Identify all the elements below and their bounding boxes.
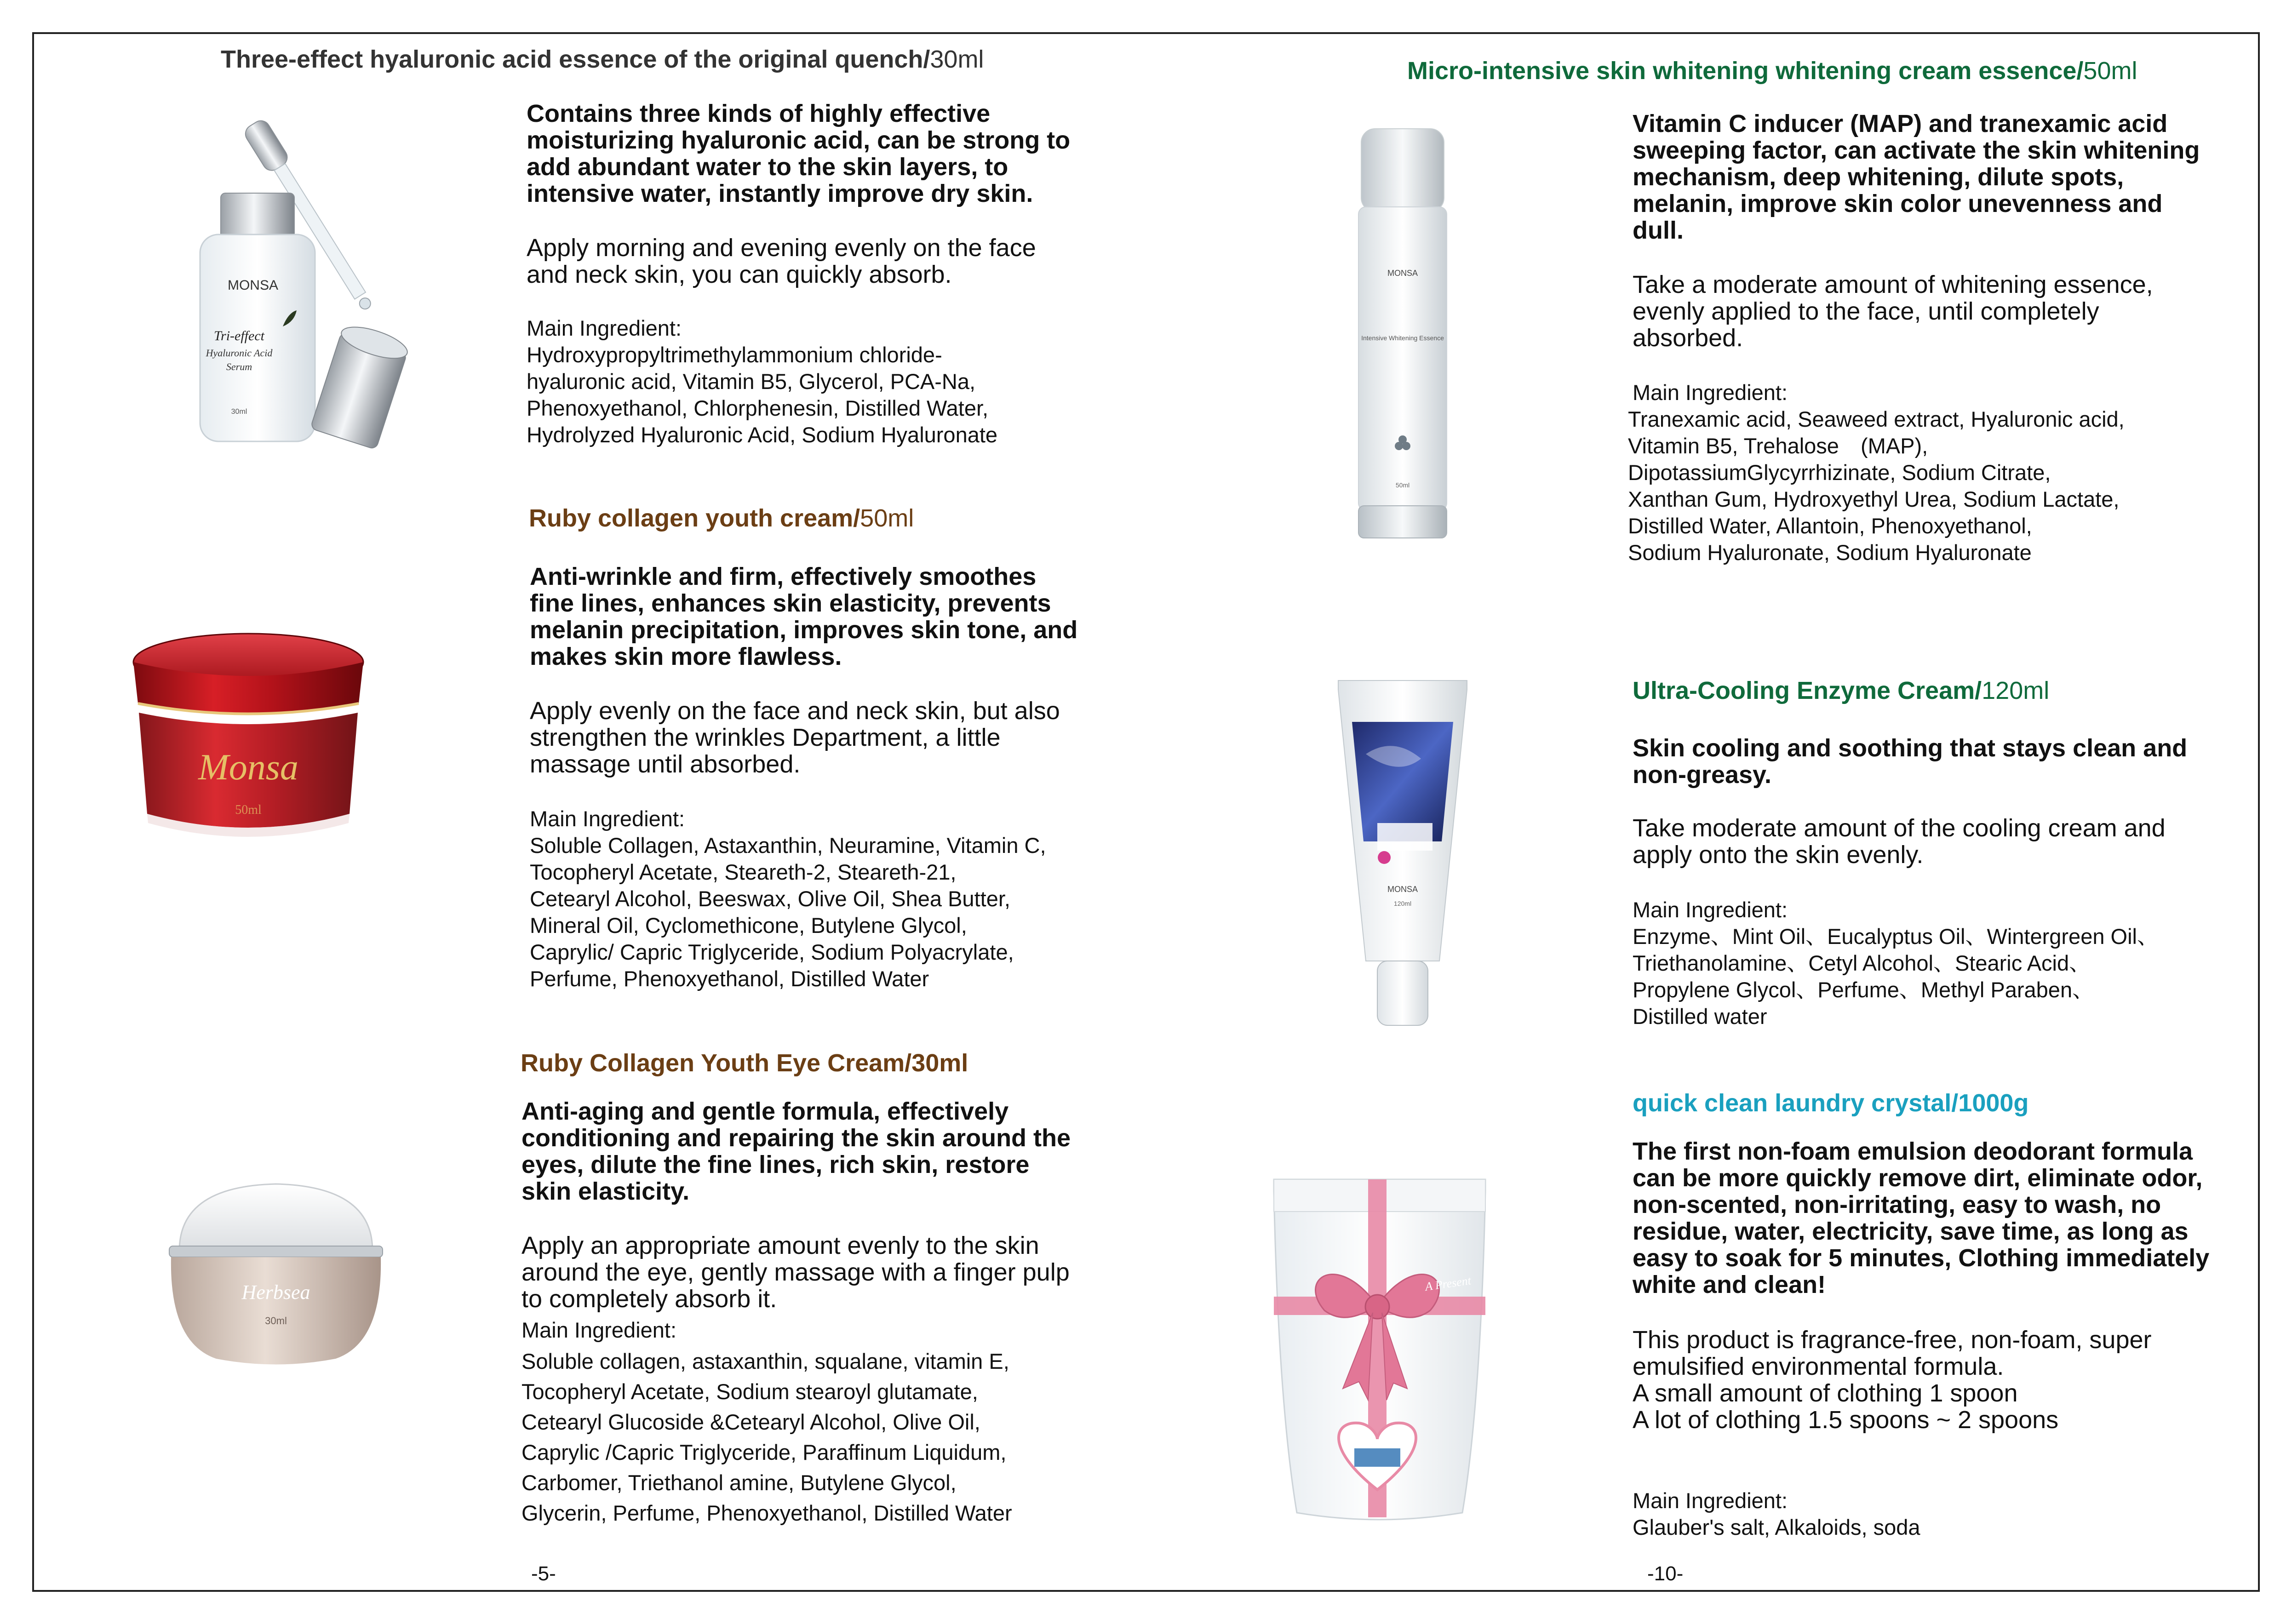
eye-cream-jar-icon: [161, 1177, 391, 1370]
serum-dropper-bottle-icon: [101, 97, 432, 455]
product-usage-eye-cream: Apply an appropriate amount evenly to the skin around the eye, gently massage with a finger pulp to completely absorb it.: [521, 1232, 1070, 1313]
page-number-left: -5-: [531, 1562, 556, 1585]
product-title-ruby-cream: [529, 505, 914, 532]
product-size: 50ml: [860, 504, 914, 532]
pump-bottle-brand: MONSA: [1387, 269, 1418, 278]
tube-volume: 120ml: [1393, 900, 1412, 907]
ingredients-hyaluronic: Hydroxypropyltrimethylammonium chloride- hyaluronic acid, Vitamin B5, Glycerol, PCA-Na, Phenoxyethanol, Chlorphenesin, Distilled Water, Hydrolyzed Hyaluronic Acid, Sodium Hyaluronate: [527, 343, 998, 447]
jar-brand: Monsa: [198, 747, 298, 788]
product-title-text: Ruby collagen youth cream/: [529, 504, 860, 532]
bottle-brand: MONSA: [227, 278, 279, 293]
white-pump-bottle-icon: [1347, 124, 1458, 547]
product-usage-cooling: Take moderate amount of the cooling cream and apply onto the skin evenly.: [1633, 814, 2166, 869]
ingredient-label-whitening: Main Ingredient:: [1633, 380, 1788, 405]
ingredients-cooling: Enzyme、Mint Oil、Eucalyptus Oil、Wintergreen Oil、 Triethanolamine、Cetyl Alcohol、Stearic Acid、 Propylene Glycol、Perfume、Methyl Paraben、 Distilled water: [1633, 924, 2159, 1029]
ingredients-ruby-cream: Soluble Collagen, Astaxanthin, Neuramine, Vitamin C, Tocopheryl Acetate, Steareth-2, Steareth-21, Cetearyl Alcohol, Beeswax, Olive Oil, Shea Butter, Mineral Oil, Cyclomethicone, Butylene Glycol, Caprylic/ Capric Triglyceride, Sodium Polyacrylate, Perfume, Phenoxyethanol, Distilled Water: [530, 833, 1046, 991]
product-title-text: Ultra-Cooling Enzyme Cream/: [1633, 677, 1982, 704]
ingredient-label-laundry: Main Ingredient:: [1633, 1488, 1788, 1513]
bottle-label-line2: Hyaluronic Acid: [206, 347, 273, 359]
jar-volume: 50ml: [235, 803, 262, 817]
product-title-hyaluronic-essence: [221, 46, 984, 73]
laundry-pouch-gift-icon: [1269, 1172, 1490, 1531]
product-lead-eye-cream: Anti-aging and gentle formula, effectively conditioning and repairing the skin around the eyes, dilute the fine lines, rich skin, restore skin elasticity.: [521, 1098, 1071, 1205]
product-title-text: Micro-intensive skin whitening whitening cream essence/: [1407, 57, 2084, 85]
product-lead-cooling: Skin cooling and soothing that stays clean and non-greasy.: [1633, 734, 2188, 789]
product-usage-laundry: This product is fragrance-free, non-foam, super emulsified environmental formula. A small amount of clothing 1 spoon A lot of clothing 1.5 spoons ~ 2 spoons: [1633, 1326, 2152, 1434]
product-lead-laundry: The first non-foam emulsion deodorant formula can be more quickly remove dirt, eliminate odor, non-scented, non-irritating, easy to wash, no residue, water, electricity, save time, as long as easy to soak for 5 minutes, Clothing immediately white and clean!: [1633, 1138, 2210, 1298]
eye-jar-volume: 30ml: [265, 1315, 287, 1327]
eye-jar-brand: Herbsea: [241, 1281, 310, 1304]
product-lead-ruby-cream: Anti-wrinkle and firm, effectively smoothes fine lines, enhances skin elasticity, prevents melanin precipitation, improves skin tone, and makes skin more flawless.: [530, 563, 1078, 670]
product-title-text: Three-effect hyaluronic acid essence of the original quench/: [221, 46, 930, 73]
tube-brand: MONSA: [1387, 885, 1418, 894]
product-title-laundry: quick clean laundry crystal/1000g: [1633, 1089, 2029, 1117]
ribbon-text: A Present: [1424, 1274, 1472, 1293]
ingredient-label-eye-cream: Main Ingredient:: [521, 1318, 677, 1342]
pump-bottle-label: Intensive Whitening Essence: [1361, 334, 1444, 342]
product-title-eye-cream: Ruby Collagen Youth Eye Cream/30ml: [521, 1049, 968, 1077]
ingredient-label-cooling: Main Ingredient:: [1633, 898, 1788, 922]
cooling-cream-tube-icon: [1334, 676, 1472, 1035]
product-usage-ruby-cream: Apply evenly on the face and neck skin, but also strengthen the wrinkles Department, a little massage until absorbed.: [530, 697, 1060, 778]
bottle-volume: 30ml: [231, 408, 247, 416]
ingredients-eye-cream: Soluble collagen, astaxanthin, squalane, vitamin E, Tocopheryl Acetate, Sodium stearoyl glutamate, Cetearyl Glucoside &Cetearyl Alcohol, Olive Oil, Caprylic /Capric Triglyceride, Paraffinum Liquidum, Carbomer, Triethanol amine, Butylene Glycol, Glycerin, Perfume, Phenoxyethanol, Distilled Water: [521, 1349, 1012, 1525]
product-usage-hyaluronic: Apply morning and evening evenly on the face and neck skin, you can quickly absorb.: [527, 234, 1036, 288]
product-title-cooling-cream: [1633, 677, 2049, 704]
product-size: 50ml: [2083, 57, 2137, 85]
product-lead-hyaluronic: Contains three kinds of highly effective moisturizing hyaluronic acid, can be strong to add abundant water to the skin layers, to intensive water, instantly improve dry skin.: [527, 100, 1071, 207]
page-number-right: -10-: [1647, 1562, 1684, 1585]
product-size: 30ml: [930, 46, 984, 73]
ingredient-label-hyaluronic: Main Ingredient:: [527, 316, 682, 340]
ingredient-label-ruby-cream: Main Ingredient:: [530, 806, 685, 831]
product-lead-whitening: Vitamin C inducer (MAP) and tranexamic acid sweeping factor, can activate the skin whitening mechanism, deep whitening, dilute spots, melanin, improve skin color unevenness and dull.: [1633, 110, 2200, 244]
product-usage-whitening: Take a moderate amount of whitening essence, evenly applied to the face, until completely absorbed.: [1633, 271, 2153, 352]
red-cream-jar-icon: [129, 621, 368, 851]
ingredients-whitening: Tranexamic acid, Seaweed extract, Hyaluronic acid, Vitamin B5, Trehalose (MAP), DipotassiumGlycyrrhizinate, Sodium Citrate, Xanthan Gum, Hydroxyethyl Urea, Sodium Lactate, Distilled Water, Allantoin, Phenoxyethanol, Sodium Hyaluronate, Sodium Hyaluronate: [1628, 407, 2125, 565]
ingredients-laundry: Glauber's salt, Alkaloids, soda: [1633, 1515, 1920, 1539]
product-size: 120ml: [1982, 677, 2050, 704]
pump-bottle-volume: 50ml: [1395, 481, 1410, 489]
bottle-label-line1: Tri-effect: [214, 328, 264, 343]
product-title-whitening-essence: [1407, 57, 2137, 85]
bottle-label-line3: Serum: [226, 361, 252, 372]
